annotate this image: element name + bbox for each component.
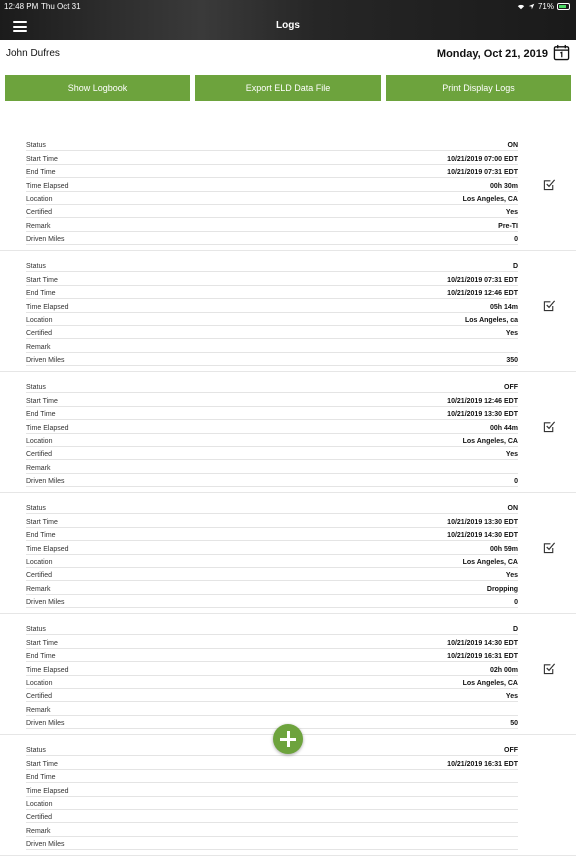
log-field-value: D	[512, 626, 518, 634]
log-field-row-start-time	[26, 514, 518, 527]
log-field-row-location	[26, 676, 518, 689]
log-field-row-remark	[26, 702, 518, 715]
battery-icon	[557, 3, 570, 10]
app-header	[0, 0, 576, 40]
log-field-label: Remark	[26, 222, 51, 230]
show-logbook-button[interactable]: Show Logbook	[5, 75, 190, 101]
log-field-label: Driven Miles	[26, 357, 65, 365]
log-field-row-elapsed	[26, 299, 518, 312]
log-field-label: Location	[26, 316, 53, 324]
log-field-row-remark	[26, 218, 518, 231]
log-field-value: Los Angeles, CA	[462, 195, 518, 203]
export-eld-button[interactable]: Export ELD Data File	[195, 75, 381, 101]
log-field-row-end-time	[26, 649, 518, 662]
log-field-label: Remark	[26, 827, 51, 835]
log-entry-fields	[26, 501, 518, 608]
log-field-label: Certified	[26, 209, 53, 217]
log-field-row-miles	[26, 353, 518, 366]
log-field-label: Time Elapsed	[26, 182, 69, 190]
log-field-label: Location	[26, 558, 53, 566]
log-field-row-status	[26, 138, 518, 151]
log-field-label: Start Time	[26, 518, 58, 526]
log-entry[interactable]	[0, 614, 576, 735]
log-entry-fields	[26, 138, 518, 245]
log-field-value: 10/21/2019 12:46 EDT	[447, 290, 518, 298]
log-field-row-end-time	[26, 770, 518, 783]
log-field-row-certified	[26, 205, 518, 218]
log-field-label: Location	[26, 800, 53, 808]
log-field-label: Time Elapsed	[26, 545, 69, 553]
log-field-row-elapsed	[26, 662, 518, 675]
log-field-value: 10/21/2019 07:00 EDT	[447, 155, 518, 163]
battery-percent: 71%	[537, 2, 554, 11]
log-field-label: End Time	[26, 532, 56, 540]
log-field-row-certified	[26, 326, 518, 339]
log-field-row-location	[26, 192, 518, 205]
add-log-button[interactable]	[273, 724, 303, 754]
log-entry[interactable]	[0, 130, 576, 251]
certify-checkbox-icon[interactable]	[543, 178, 556, 191]
log-field-row-end-time	[26, 165, 518, 178]
log-field-label: Time Elapsed	[26, 666, 69, 674]
log-field-value: Los Angeles, CA	[462, 558, 518, 566]
log-field-value: Los Angeles, CA	[462, 679, 518, 687]
log-date: Monday, Oct 21, 2019	[436, 48, 548, 60]
log-field-label: Location	[26, 437, 53, 445]
log-field-row-end-time	[26, 286, 518, 299]
log-field-label: Start Time	[26, 760, 58, 768]
log-field-row-elapsed	[26, 783, 518, 796]
certify-checkbox-icon[interactable]	[543, 420, 556, 433]
log-field-label: Remark	[26, 706, 51, 714]
log-field-value: 0	[514, 599, 518, 607]
calendar-icon[interactable]	[553, 44, 570, 61]
log-field-label: Location	[26, 679, 53, 687]
location-arrow-icon	[528, 3, 535, 10]
log-field-value: 10/21/2019 14:30 EDT	[447, 639, 518, 647]
log-field-row-start-time	[26, 756, 518, 769]
log-field-row-remark	[26, 581, 518, 594]
log-field-value: Los Angeles, CA	[462, 437, 518, 445]
log-field-label: Status	[26, 263, 46, 271]
log-field-label: Time Elapsed	[26, 787, 69, 795]
log-field-row-certified	[26, 810, 518, 823]
log-field-value: Yes	[505, 451, 518, 459]
log-field-label: End Time	[26, 290, 56, 298]
status-date: Thu Oct 31	[41, 2, 81, 11]
certify-checkbox-icon[interactable]	[543, 541, 556, 554]
log-field-label: Remark	[26, 464, 51, 472]
log-entry[interactable]	[0, 372, 576, 493]
log-field-row-location	[26, 555, 518, 568]
log-field-value: 0	[514, 478, 518, 486]
log-field-row-status	[26, 743, 518, 756]
log-field-label: Certified	[26, 693, 53, 701]
log-field-label: Status	[26, 505, 46, 513]
log-field-row-certified	[26, 689, 518, 702]
log-field-label: Time Elapsed	[26, 303, 69, 311]
log-field-value: 00h 30m	[489, 182, 518, 190]
log-field-value: Yes	[505, 209, 518, 217]
status-right	[517, 2, 570, 11]
log-field-label: Status	[26, 384, 46, 392]
log-field-value: 02h 00m	[489, 666, 518, 674]
log-field-row-elapsed	[26, 420, 518, 433]
log-field-label: End Time	[26, 774, 56, 782]
log-field-label: End Time	[26, 169, 56, 177]
log-field-row-miles	[26, 595, 518, 608]
log-entry-fields	[26, 380, 518, 487]
log-field-label: End Time	[26, 653, 56, 661]
log-field-row-remark	[26, 460, 518, 473]
certify-checkbox-icon[interactable]	[543, 299, 556, 312]
log-field-value: Yes	[505, 693, 518, 701]
log-field-row-end-time	[26, 528, 518, 541]
print-display-logs-button[interactable]: Print Display Logs	[386, 75, 571, 101]
status-time: 12:48 PM	[4, 2, 39, 11]
log-field-value: 10/21/2019 07:31 EDT	[447, 276, 518, 284]
log-field-row-miles	[26, 474, 518, 487]
log-field-row-miles	[26, 716, 518, 729]
log-field-label: Remark	[26, 585, 51, 593]
log-entry-fields	[26, 743, 518, 850]
certify-checkbox-icon[interactable]	[543, 662, 556, 675]
wifi-icon	[517, 3, 525, 10]
log-field-value: ON	[507, 142, 518, 150]
log-field-row-status	[26, 259, 518, 272]
log-field-label: Start Time	[26, 397, 58, 405]
log-field-label: Status	[26, 747, 46, 755]
log-field-value: Pre-TI	[498, 222, 518, 230]
log-entry-fields	[26, 622, 518, 729]
log-field-row-miles	[26, 232, 518, 245]
log-field-row-remark	[26, 823, 518, 836]
log-field-label: Certified	[26, 451, 53, 459]
log-field-value: 10/21/2019 13:30 EDT	[447, 411, 518, 419]
log-field-value: 00h 59m	[489, 545, 518, 553]
log-field-row-miles	[26, 837, 518, 850]
log-field-label: Certified	[26, 814, 53, 822]
log-entries-list[interactable]	[0, 130, 576, 849]
log-field-row-start-time	[26, 393, 518, 406]
log-field-row-end-time	[26, 407, 518, 420]
log-entry-fields	[26, 259, 518, 366]
log-field-value: Los Angeles, ca	[464, 316, 518, 324]
log-field-row-status	[26, 380, 518, 393]
log-entry[interactable]	[0, 251, 576, 372]
log-field-value: D	[512, 263, 518, 271]
log-field-row-elapsed	[26, 541, 518, 554]
log-field-row-start-time	[26, 635, 518, 648]
log-field-value: 50	[510, 720, 518, 728]
log-field-row-remark	[26, 339, 518, 352]
log-field-value: 10/21/2019 16:31 EDT	[447, 653, 518, 661]
log-field-label: Start Time	[26, 276, 58, 284]
log-entry[interactable]	[0, 493, 576, 614]
log-field-value: 05h 14m	[489, 303, 518, 311]
log-field-value: Dropping	[486, 585, 518, 593]
log-field-row-certified	[26, 447, 518, 460]
log-field-label: End Time	[26, 411, 56, 419]
log-field-value: 0	[514, 236, 518, 244]
log-field-label: Driven Miles	[26, 599, 65, 607]
log-field-value: 350	[506, 357, 518, 365]
log-field-value: 10/21/2019 07:31 EDT	[447, 169, 518, 177]
log-field-value: Yes	[505, 572, 518, 580]
log-field-label: Location	[26, 195, 53, 203]
log-field-value: 10/21/2019 12:46 EDT	[447, 397, 518, 405]
log-field-value: OFF	[504, 747, 518, 755]
log-field-row-location	[26, 797, 518, 810]
log-field-row-location	[26, 434, 518, 447]
log-field-label: Start Time	[26, 155, 58, 163]
log-field-row-status	[26, 622, 518, 635]
log-field-value: OFF	[504, 384, 518, 392]
log-field-row-elapsed	[26, 178, 518, 191]
log-field-value: ON	[507, 505, 518, 513]
log-field-label: Status	[26, 142, 46, 150]
log-field-label: Driven Miles	[26, 720, 65, 728]
driver-name: John Dufres	[6, 48, 60, 59]
log-field-row-start-time	[26, 151, 518, 164]
log-field-label: Status	[26, 626, 46, 634]
status-bar	[0, 2, 576, 12]
log-field-label: Time Elapsed	[26, 424, 69, 432]
page-title: Logs	[276, 20, 300, 31]
log-field-value: 00h 44m	[489, 424, 518, 432]
log-field-row-certified	[26, 568, 518, 581]
log-field-row-status	[26, 501, 518, 514]
log-field-row-start-time	[26, 272, 518, 285]
log-field-label: Driven Miles	[26, 478, 65, 486]
log-field-label: Certified	[26, 330, 53, 338]
log-field-label: Driven Miles	[26, 841, 65, 849]
log-field-value: 10/21/2019 16:31 EDT	[447, 760, 518, 768]
log-field-value: Yes	[505, 330, 518, 338]
log-field-row-location	[26, 313, 518, 326]
log-field-label: Certified	[26, 572, 53, 580]
log-field-label: Start Time	[26, 639, 58, 647]
log-field-label: Remark	[26, 343, 51, 351]
log-field-value: 10/21/2019 13:30 EDT	[447, 518, 518, 526]
log-field-label: Driven Miles	[26, 236, 65, 244]
log-field-value: 10/21/2019 14:30 EDT	[447, 532, 518, 540]
